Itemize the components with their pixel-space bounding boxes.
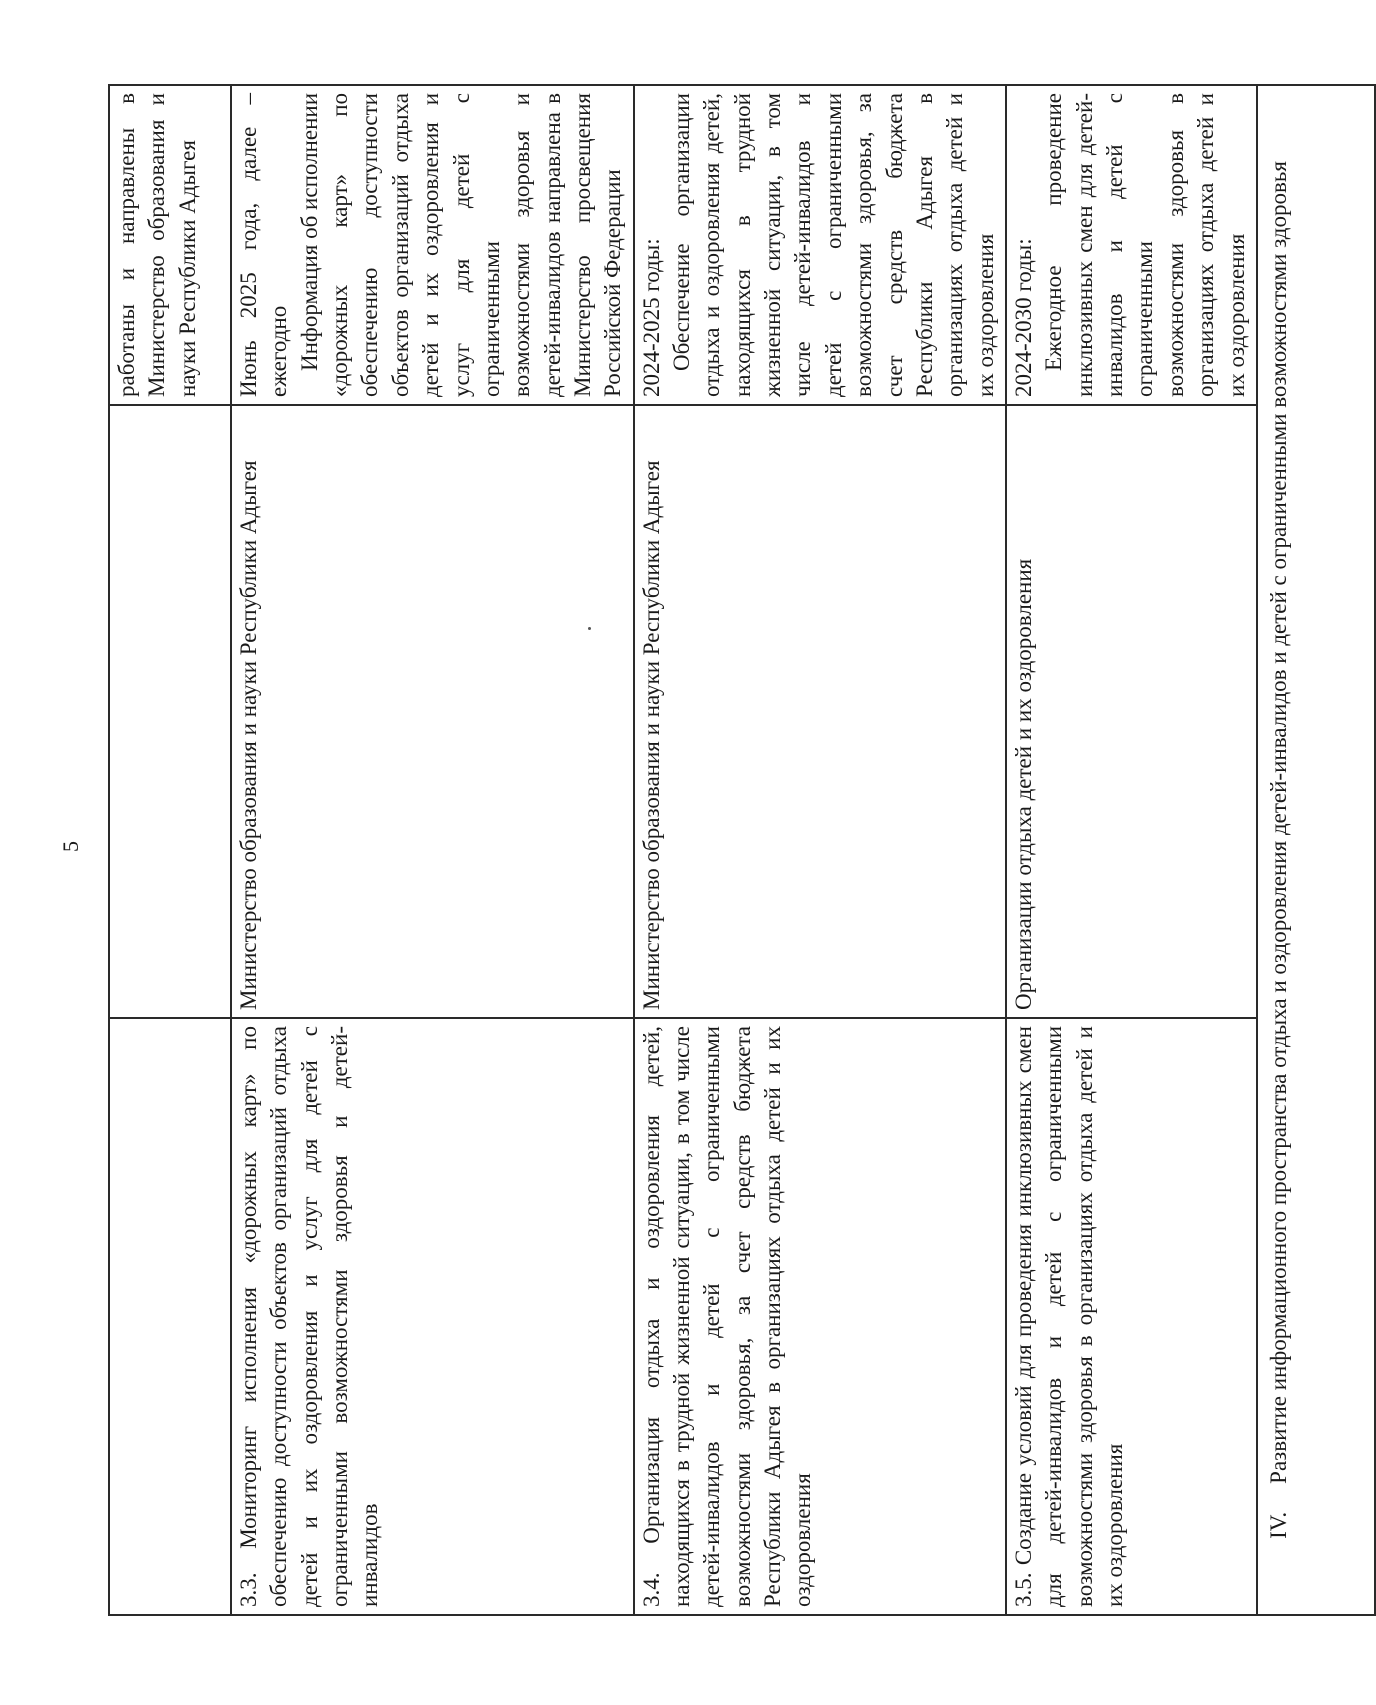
term-text: 2024-2025 годы: xyxy=(638,238,664,397)
term-text: 2024-2030 годы: xyxy=(1010,238,1036,397)
measure-cell: 3.3. Мониторинг исполнения «дорожных карт» по обеспечению доступности объектов организаций отдыха детей и их оздоровления и услуг для детей с ограниченными возможностями здоровья и детей- инвалидов xyxy=(231,1018,634,1615)
result-cell xyxy=(231,85,634,405)
section-number: IV. xyxy=(1265,1511,1291,1539)
executor-cell: Организации отдыха детей и их оздоровления xyxy=(1006,405,1257,1018)
measure-cell: 3.4. Организация отдыха и оздоровления детей, находящихся в трудной жизненной ситуации, в том числе детей-инвалидов и детей с ограниченными возможностями здоровья, за счет средств бюджета Республики Адыгея в организациях отдыха детей и их оздоровления xyxy=(634,1018,1006,1615)
result-text: Обеспечение организации отдыха и оздоровления детей, находящихся в трудной жизненной ситуации, в том числе детей-инвалидов и детей с ограниченными возможностями здоровья, за счет средств бюджета Республики Адыгея в организациях отдыха детей и их оздоровления xyxy=(669,93,998,397)
table-row-3-4 xyxy=(634,85,1006,1615)
result-cell: работаны и направлены в Министерство образования и науки Республики Адыгея xyxy=(109,85,231,405)
table-row-3-5 xyxy=(1006,85,1257,1615)
section-title: Развитие информационного пространства отдыха и оздоровления детей-инвалидов и детей с ограниченными возможностями здоровья xyxy=(1265,161,1291,1484)
result-text: Ежегодное проведение инклюзивных смен для детей-инвалидов и детей с ограниченными возможностями здоровья в организациях отдыха детей и их оздоровления xyxy=(1041,93,1249,397)
measure-cell: 3.5. Создание условий для проведения инклюзивных смен для детей-инвалидов и детей с ограниченными возможностями здоровья в организациях отдыха детей и их оздоровления xyxy=(1006,1018,1257,1615)
empty-cell xyxy=(109,405,231,1018)
term-text: Июнь 2025 года, далее – ежегодно xyxy=(236,93,292,397)
result-cell xyxy=(634,85,1006,405)
rotated-table-container xyxy=(108,86,1291,1616)
measures-table xyxy=(108,84,1376,1616)
section-heading xyxy=(1257,85,1375,1615)
page-number: 5 xyxy=(58,841,83,852)
table-row-continuation xyxy=(109,85,231,1615)
executor-cell: Министерство образования и науки Республики Адыгея xyxy=(231,405,634,1018)
empty-cell xyxy=(109,1018,231,1615)
result-cell xyxy=(1006,85,1257,405)
result-text: Информация об исполнении «дорожных карт» по обеспечению доступности объектов организаций отдыха детей и их оздоровления и услуг для детей с ограниченными возможностями здоровья и детей-инвалидов направлена в Министерство просвещения Российской Федерации xyxy=(296,93,626,397)
executor-cell: Министерство образования и науки Республики Адыгея xyxy=(634,405,1006,1018)
table-row-3-3 xyxy=(231,85,634,1615)
section-heading-row xyxy=(1257,85,1375,1615)
